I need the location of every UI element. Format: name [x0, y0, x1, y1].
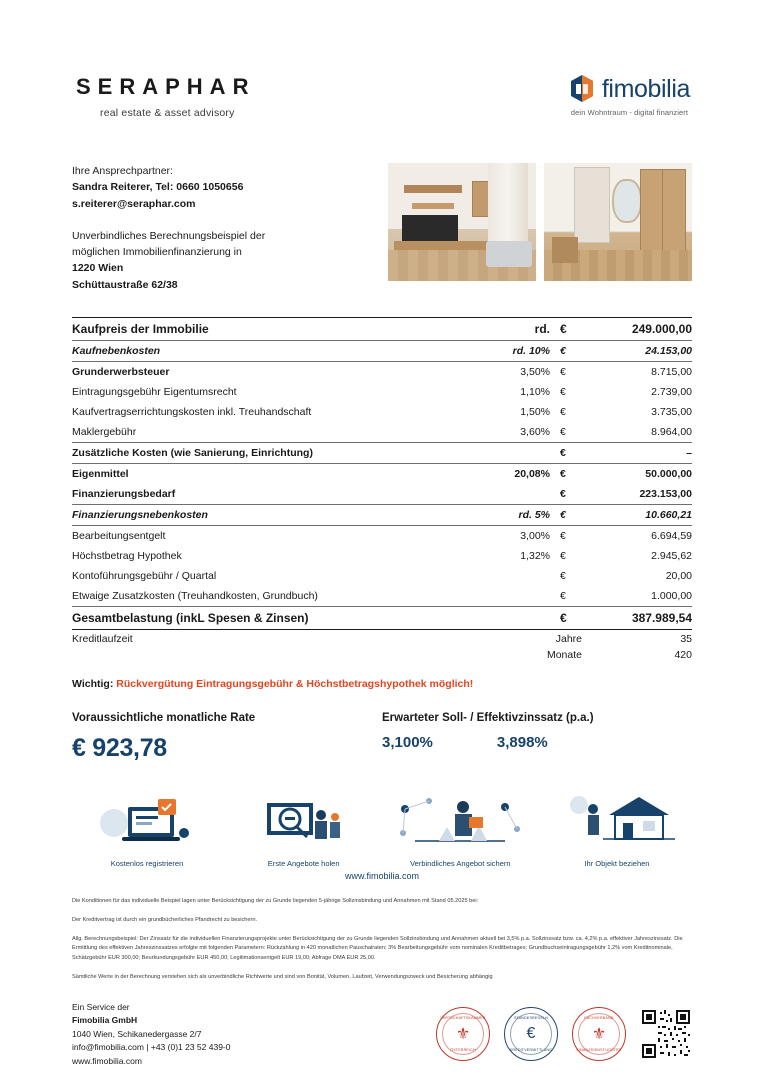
step-offers [229, 789, 379, 869]
step-caption: Kostenlos registrieren [110, 858, 184, 868]
table-row [72, 361, 692, 382]
certification-seals [436, 1001, 692, 1061]
seal-top-text: WIRTSCHAFTSKAMMER [440, 1015, 486, 1020]
step-binding-offer [385, 789, 535, 869]
table-row [72, 340, 692, 361]
fimobilia-logo-icon [569, 74, 595, 104]
row-currency: € [560, 385, 566, 398]
footer-address [72, 1001, 231, 1069]
row-value: – [582, 442, 692, 463]
notice-text: Rückvergütung Eintragungsgebühr & Höchstbetragshypothek möglich! [116, 677, 474, 690]
qr-code[interactable] [640, 1008, 692, 1060]
row-percent [480, 442, 560, 463]
intro-line-2: möglichen Immobilienfinanzierung in [72, 246, 242, 259]
table-row [72, 463, 692, 484]
brand-subtitle: real estate & asset advisory [100, 107, 235, 119]
row-currency: € [560, 606, 582, 629]
table-row [72, 422, 692, 443]
row-currency: € [560, 529, 566, 542]
brand-name: SERAPHAR [76, 74, 256, 99]
fineprint-line-3: Allg. Berechnungsbeispiel: Der Zinssatz für die individuellen Finanzierungsprojekte unter Berücksichtigung der zu Grunde liegenden Sollzinsbindung und Annahmen aktuell bei 3,5% p.a. Sollzinssatz bzw. ca. 4,2% p.a. effektiver Jahreszinssatz. Die Ermittlung des effektiven Jahreszinssatzes erfolgte mit folgenden Parametern: Rückzahlung in 420 monatlichen Pauschalraten; 3% Bearbeitungsgebühr vom nominalen Kreditbetrages; Grundbuchseintragungsgebühr 1,2% vom Kreditnominale, Schätzgebühr EUR 300,00; Beurkundungsgebühr EUR 450,00; Legitimationsentgelt EUR 19,00; Abfrage DMA EUR 25,00. [72, 935, 683, 962]
row-value: 2.739,00 [651, 385, 692, 398]
fineprint-line-2: Der Kreditvertrag ist durch ein grundbücherliches Pfandrecht zu besichern. [72, 916, 258, 923]
row-label: Etwaige Zusatzkosten (Treuhandkosten, Grundbuch) [72, 586, 480, 607]
loan-months-value: 420 [674, 648, 692, 661]
fineprint-line-4: Sämtliche Werte in der Berechnung verstehen sich als unverbindliche Richtwerte und sind von Bonität, Volumen, Laufzeit, Verwendungszweck und Besicherung abhängig [72, 973, 493, 980]
process-steps [72, 789, 692, 869]
nominal-interest-value: 3,100% [382, 733, 433, 751]
loan-unit-years: Jahre [555, 632, 582, 645]
row-label: Höchstbetrag Hypothek [72, 549, 182, 562]
row-value: 8.715,00 [651, 365, 692, 378]
table-row-total [72, 606, 692, 629]
row-label: Eigenmittel [72, 467, 129, 480]
table-row [72, 484, 692, 505]
seal-wirtschaftskammer [436, 1007, 490, 1061]
row-value: 387.989,54 [582, 606, 692, 629]
effective-interest-value: 3,898% [496, 733, 548, 751]
row-percent: 1,50% [520, 405, 550, 418]
website-link[interactable]: www.fimobilia.com [344, 870, 420, 881]
row-currency: € [560, 405, 566, 418]
footer-contact-line: info@fimobilia.com | +43 (0)1 23 52 439-0 [72, 1042, 231, 1053]
step-caption: Erste Angebote holen [267, 858, 340, 868]
row-percent: rd. 10% [480, 340, 560, 361]
row-percent [480, 484, 560, 505]
monthly-rate-label: Voraussichtliche monatliche Rate [72, 711, 256, 724]
footer-website[interactable]: www.fimobilia.com [72, 1056, 142, 1067]
step-move-in [542, 789, 692, 869]
important-notice [72, 678, 692, 690]
table-row [72, 525, 692, 546]
row-currency: € [560, 365, 566, 378]
fimobilia-branding [569, 74, 692, 117]
row-label: Kaufpreis der Immobilie [72, 317, 480, 340]
row-value: 20,00 [665, 569, 692, 582]
row-label: Kontoführungsgebühr / Quartal [72, 569, 217, 582]
seal-bottom-text: KREDITVERMITTLUNG [509, 1047, 553, 1052]
table-row [72, 442, 692, 463]
row-percent [480, 586, 560, 607]
fimobilia-wordmark: fimobilia [601, 74, 690, 103]
row-value: 249.000,00 [582, 317, 692, 340]
fineprint [72, 897, 692, 983]
row-value: 6.694,59 [651, 529, 692, 542]
row-currency: € [560, 569, 566, 582]
loan-term-label: Kreditlaufzeit [72, 632, 133, 645]
seal-bottom-text: ÖSTERREICH [450, 1047, 476, 1052]
row-label: Eintragungsgebühr Eigentumsrecht [72, 385, 237, 398]
row-percent: 1,10% [520, 385, 550, 398]
table-row [72, 504, 692, 525]
fimobilia-tagline: dein Wohntraum - digital finanziert [570, 108, 689, 117]
footer-company: Fimobilia GmbH [72, 1015, 138, 1026]
row-percent [480, 606, 560, 629]
row-value: 2.945,62 [651, 549, 692, 562]
row-percent: 1,32% [520, 549, 550, 562]
row-value: 1.000,00 [582, 586, 692, 607]
contact-and-photos [72, 163, 692, 293]
monthly-rate-value: € 923,78 [72, 733, 167, 762]
row-label: Kaufvertragserrichtungskosten inkl. Treuhandschaft [72, 405, 312, 418]
row-percent: 3,00% [520, 529, 550, 542]
row-currency: € [560, 467, 566, 480]
contact-email: s.reiterer@seraphar.com [72, 197, 196, 210]
calculation-table [72, 317, 692, 662]
loan-term-months-row [72, 646, 692, 662]
intro-line-1: Unverbindliches Berechnungsbeispiel der [72, 229, 266, 242]
row-value: 223.153,00 [582, 484, 692, 505]
contact-block [72, 163, 372, 293]
seal-top-text: FACHVERBAND [584, 1015, 614, 1020]
row-value: 8.964,00 [582, 422, 692, 443]
row-value: 50.000,00 [645, 467, 692, 480]
footer-line-1: Ein Service der [72, 1001, 130, 1012]
seraphar-branding [72, 74, 255, 119]
row-label: Grunderwerbsteuer [72, 365, 170, 378]
row-currency: € [560, 442, 582, 463]
row-label: Zusätzliche Kosten (wie Sanierung, Einrichtung) [72, 442, 480, 463]
seal-bottom-text: FINANZDIENSTLEISTER [576, 1047, 622, 1052]
row-label: Maklergebühr [72, 422, 480, 443]
seal-glyph: € [526, 1024, 536, 1042]
property-city: 1220 Wien [72, 262, 124, 275]
loan-unit-months: Monate [546, 648, 582, 661]
row-currency: € [560, 586, 582, 607]
row-percent: 3,50% [520, 365, 550, 378]
row-percent: rd. 5% [480, 504, 560, 525]
row-label: Kaufnebenkosten [72, 340, 480, 361]
table-row [72, 546, 692, 566]
contact-label: Ihre Ansprechpartner: [72, 165, 173, 177]
row-currency: € [560, 422, 582, 443]
document-header [72, 0, 692, 119]
notice-prefix: Wichtig: [72, 677, 114, 690]
row-label: Gesamtbelastung (inkL Spesen & Zinsen) [72, 606, 480, 629]
row-percent [480, 566, 560, 586]
magnifier-offers-icon [229, 789, 379, 853]
loan-years-value: 35 [680, 632, 692, 645]
seal-fachverband [572, 1007, 626, 1061]
row-percent: 3,60% [480, 422, 560, 443]
interest-rates-label: Erwarteter Soll- / Effektivzinssatz (p.a.) [382, 711, 594, 724]
photo-living-room [388, 163, 536, 281]
table-row [72, 382, 692, 402]
table-row [72, 317, 692, 340]
rate-section [72, 712, 692, 763]
fineprint-line-1: Die Konditionen für das individuelle Beispiel lagen unter Berücksichtigung der zu Grunde liegenden 5-jährige Sollzinsbindung und Annahmen mit Stand 05.2025 bei: [72, 897, 479, 904]
row-currency: € [560, 317, 582, 340]
row-value: 3.735,00 [651, 405, 692, 418]
seal-standesregeln [504, 1007, 558, 1061]
house-keys-icon [542, 789, 692, 853]
contact-person: Sandra Reiterer, Tel: 0660 1050656 [72, 181, 244, 194]
row-label: Bearbeitungsentgelt [72, 529, 166, 542]
row-label: Finanzierungsnebenkosten [72, 504, 480, 525]
table-row [72, 586, 692, 607]
row-percent: 20,08% [514, 467, 550, 480]
photo-bedroom [544, 163, 692, 281]
step-caption: Ihr Objekt beziehen [584, 858, 650, 868]
step-caption: Verbindliches Angebot sichern [410, 858, 511, 868]
row-currency: € [560, 484, 582, 505]
network-contract-icon [385, 789, 535, 853]
property-photos [388, 163, 692, 293]
footer-address-line: 1040 Wien, Schikanedergasse 2/7 [72, 1028, 202, 1039]
property-street: Schüttaustraße 62/38 [72, 278, 178, 291]
row-percent: rd. [480, 317, 560, 340]
seal-top-text: STANDESREGELN [513, 1015, 549, 1020]
table-row [72, 402, 692, 422]
step-register [72, 789, 222, 869]
seal-glyph: ⚜ [591, 1025, 607, 1043]
row-value: 24.153,00 [582, 340, 692, 361]
table-row [72, 566, 692, 586]
loan-term-years-row [72, 629, 692, 646]
row-currency: € [560, 549, 566, 562]
laptop-register-icon [72, 789, 222, 853]
row-currency: € [560, 504, 582, 525]
row-value: 10.660,21 [582, 504, 692, 525]
document-footer [72, 1001, 692, 1069]
row-currency: € [560, 340, 582, 361]
row-label: Finanzierungsbedarf [72, 484, 480, 505]
seal-glyph: ⚜ [455, 1025, 471, 1043]
